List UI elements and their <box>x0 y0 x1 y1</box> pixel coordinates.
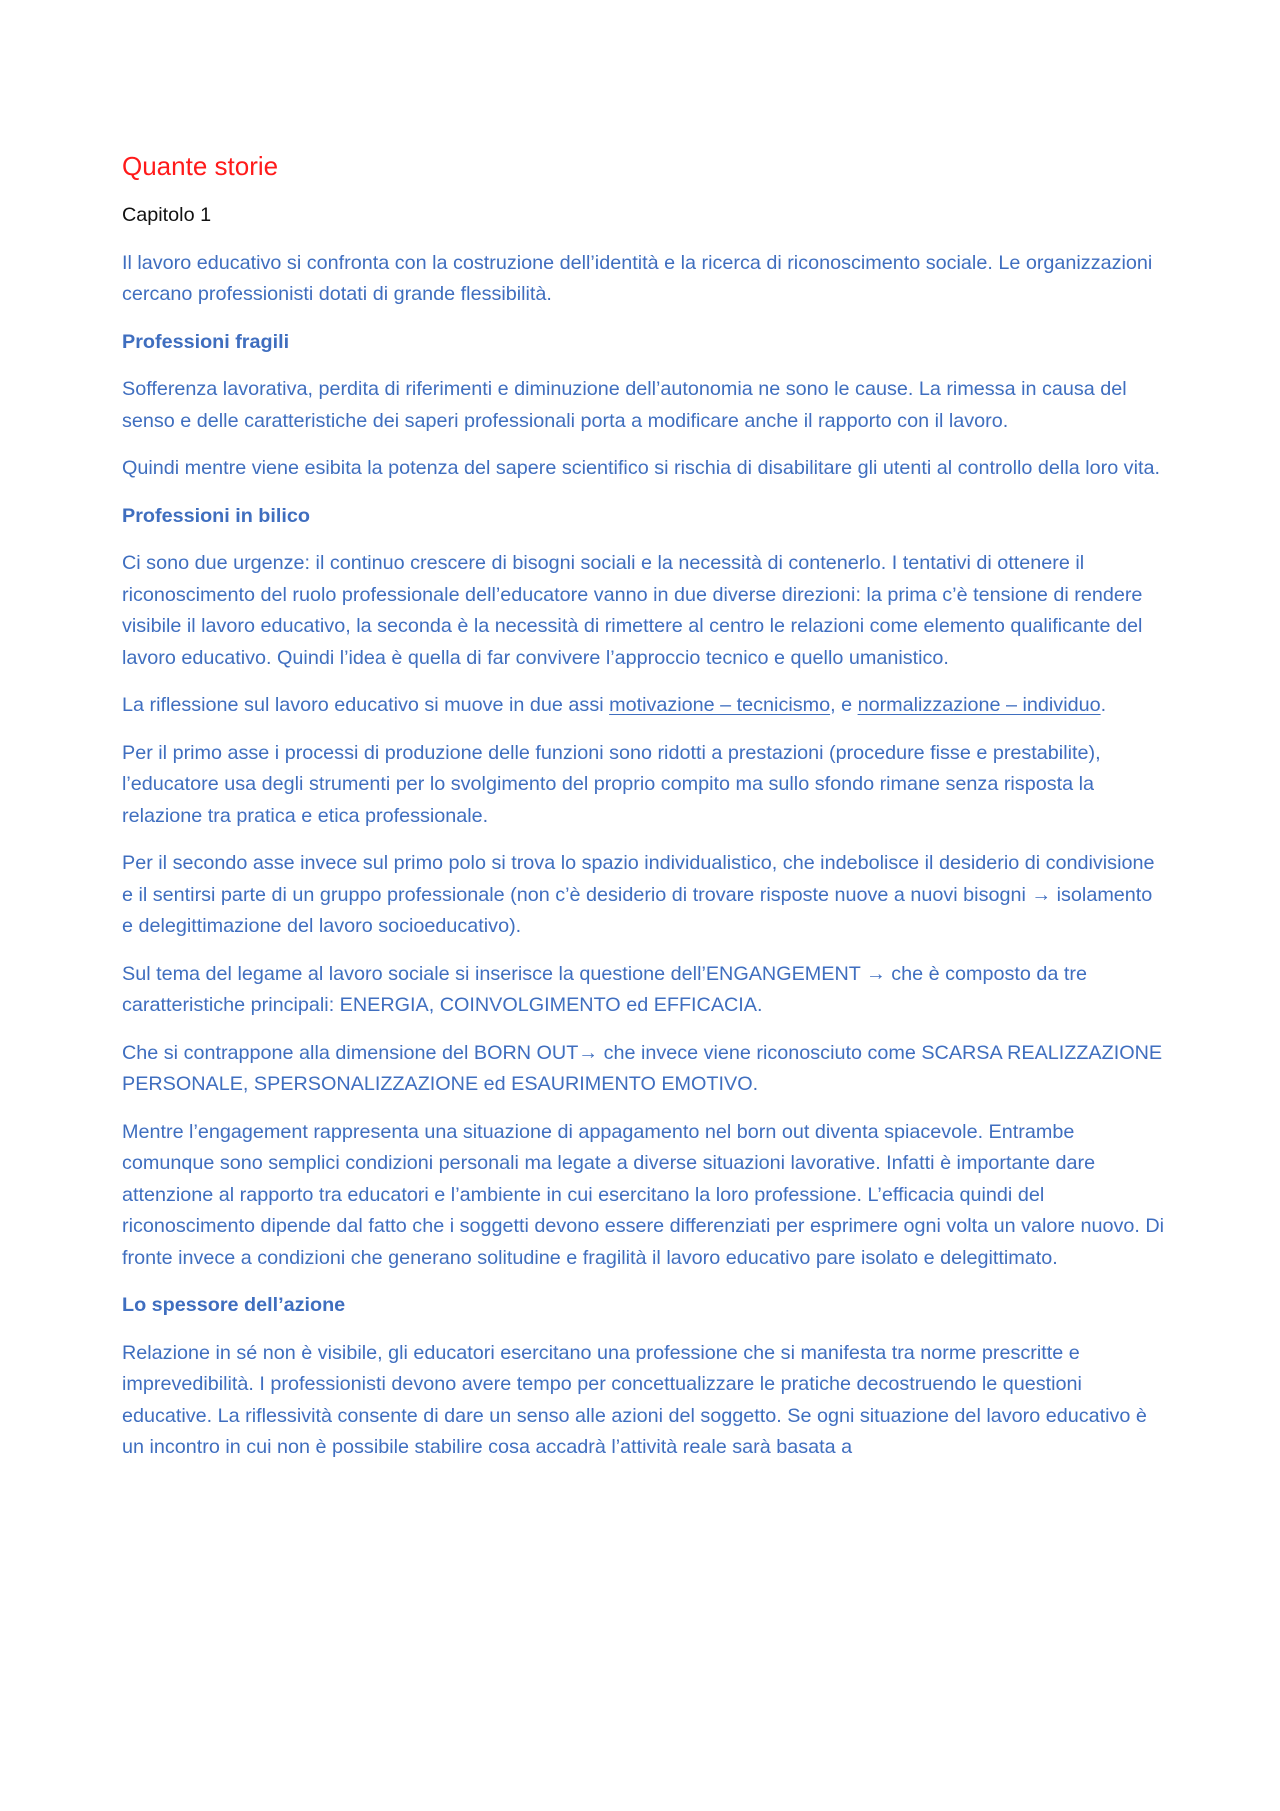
paragraph-sapere-scientifico: Quindi mentre viene esibita la potenza del sapere scientifico si rischia di disabilitare gli utenti al controllo della loro vita. <box>122 457 1160 479</box>
document-title: Quante storie <box>122 151 279 181</box>
section-heading-professioni-in-bilico: Professioni in bilico <box>122 504 310 527</box>
paragraph-secondo-asse: Per il secondo asse invece sul primo polo si trova lo spazio individualistico, che indebolisce il desiderio di condivisione e il sentirsi parte di un gruppo professionale (non c’è desiderio di trovare risposte nuove a nuovi bisogni → isolamento e delegittimazione del lavoro socioeducativo). <box>122 852 1155 937</box>
asse-motivazione-tecnicismo: motivazione – tecnicismo <box>609 694 831 716</box>
assi-text-c: . <box>1100 694 1107 716</box>
paragraph-born-out: Che si contrappone alla dimensione del BORN OUT→ che invece viene riconosciuto come SCARSA REALIZZAZIONE PERSONALE, SPERSONALIZZAZIONE ed ESAURIMENTO EMOTIVO. <box>122 1041 1163 1095</box>
section-heading-spessore-azione: Lo spessore dell’azione <box>122 1294 346 1316</box>
assi-text-b: , e <box>830 694 858 716</box>
paragraph-confronto: Mentre l’engagement rappresenta una situazione di appagamento nel born out diventa spiacevole. Entrambe comunque sono semplici condizioni personali ma legate a diverse situazioni lavorative. Infatti è importante dare attenzione al rapporto tra educatori e l’ambiente in cui esercitano la loro professione. L’efficacia quindi del riconoscimento dipende dal fatto che i soggetti devono essere differenziati per esprimere ogni volta un valore nuovo. Di fronte invece a condizioni che generano solitudine e fragilità il lavoro educativo pare isolato e delegittimato. <box>122 1120 1165 1269</box>
paragraph-primo-asse: Per il primo asse i processi di produzione delle funzioni sono ridotti a prestazioni (procedure fisse e prestabilite), l’educatore usa degli strumenti per lo svolgimento del proprio compito ma sullo sfondo rimane senza risposta la relazione tra pratica e etica professionale. <box>122 741 1101 827</box>
paragraph-relazione: Relazione in sé non è visibile, gli educatori esercitano una professione che si manifesta tra norme prescritte e imprevedibilità. I professionisti devono avere tempo per concettualizzare le pratiche decostruendo le questioni educative. La riflessività consente di dare un senso alle azioni del soggetto. Se ogni situazione del lavoro educativo è un incontro in cui non è possibile stabilire cosa accadrà l’attività reale sarà basata a <box>122 1341 1147 1458</box>
paragraph-urgenze: Ci sono due urgenze: il continuo crescere di bisogni sociali e la necessità di contenerlo. I tentativi di ottenere il riconoscimento del ruolo professionale dell’educatore vanno in due diverse direzioni: la prima c’è tensione di rendere visibile il lavoro educativo, la seconda è la necessità di rimettere al centro le relazioni come elemento qualificante del lavoro educativo. Quindi l’idea è quella di far convivere l’approccio tecnico e quello umanistico. <box>122 552 1143 669</box>
section-heading-professioni-fragili: Professioni fragili <box>122 330 290 353</box>
paragraph-engagement: Sul tema del legame al lavoro sociale si inserisce la questione dell’ENGANGEMENT → che è composto da tre caratteristiche principali: ENERGIA, COINVOLGIMENTO ed EFFICACIA. <box>122 962 1087 1016</box>
chapter-heading: Capitolo 1 <box>122 204 212 226</box>
asse-normalizzazione-individuo: normalizzazione – individuo <box>857 694 1101 716</box>
paragraph-sofferenza: Sofferenza lavorativa, perdita di riferimenti e diminuzione dell’autonomia ne sono le cause. La rimessa in causa del senso e delle caratteristiche dei saperi professionali porta a modificare anche il rapporto con il lavoro. <box>122 378 1127 432</box>
paragraph-intro: Il lavoro educativo si confronta con la costruzione dell’identità e la ricerca di riconoscimento sociale. Le organizzazioni cercano professionisti dotati di grande flessibilità. <box>122 251 1153 305</box>
assi-text-a: La riflessione sul lavoro educativo si muove in due assi <box>122 694 610 716</box>
document-page <box>122 150 1167 1480</box>
paragraph-assi <box>122 690 1167 722</box>
